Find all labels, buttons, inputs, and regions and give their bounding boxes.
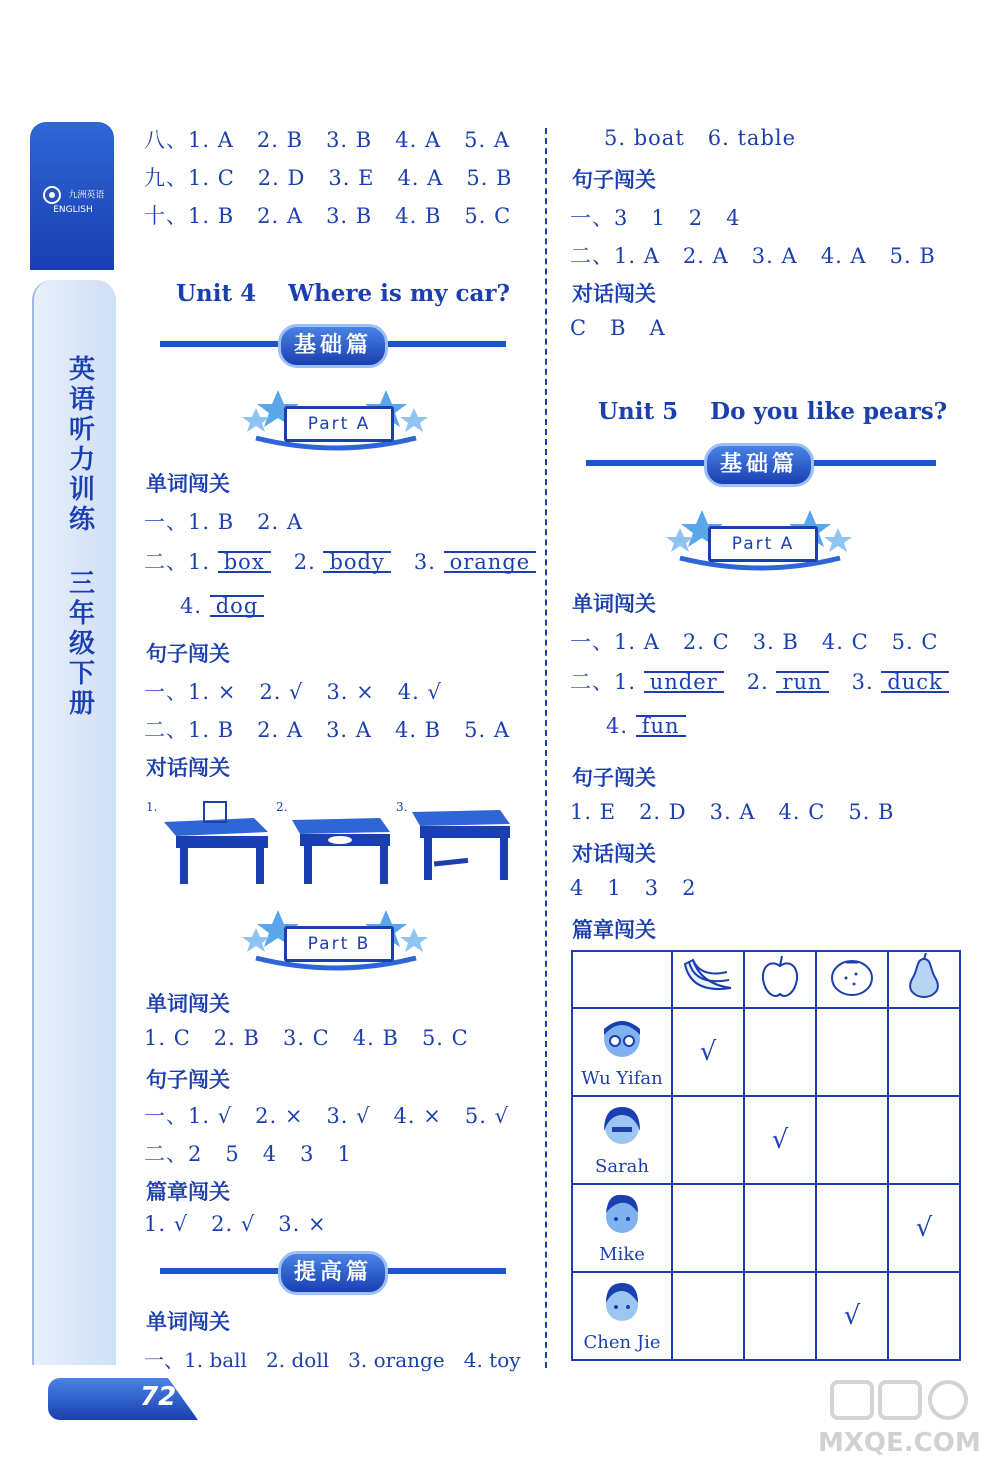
dialogue-heading: 对话闯关 — [146, 756, 230, 780]
table-header-cell — [672, 951, 744, 1008]
mark-cell — [672, 1272, 744, 1360]
word-heading: 单词闯关 — [572, 592, 656, 616]
mark-cell — [888, 1272, 960, 1360]
word-fill-line-r2 — [606, 714, 686, 738]
sentence-heading: 句子闯关 — [572, 168, 656, 192]
pear-icon — [904, 953, 944, 999]
passage-heading: 篇章闯关 — [572, 918, 656, 942]
word-fill-line-2 — [180, 594, 264, 618]
passage-heading: 篇章闯关 — [146, 1180, 230, 1204]
answer-num: 2. — [746, 670, 769, 694]
apple-icon — [758, 952, 802, 1000]
word-fill-line-r — [570, 666, 949, 696]
dialogue-answers-r2: 4 1 3 2 — [570, 876, 697, 900]
logo-swirl-icon — [42, 185, 66, 205]
answer-run: run — [776, 671, 828, 693]
girl-avatar — [600, 1103, 644, 1151]
title-char: 听 — [68, 415, 95, 445]
answer-body: body — [323, 551, 390, 573]
passage-answers: 1. √ 2. √ 3. × — [144, 1212, 327, 1236]
sidebar-title — [62, 355, 102, 719]
person-name: Mike — [599, 1244, 645, 1265]
mark-cell: √ — [888, 1184, 960, 1272]
answer-duck: duck — [881, 671, 948, 693]
title-char: 练 — [68, 505, 95, 535]
orange-icon — [828, 954, 876, 998]
person-name: Sarah — [595, 1156, 649, 1177]
answer-num: 2. — [293, 550, 316, 574]
answer-box: box — [218, 551, 271, 573]
desk-num: 2. — [276, 800, 288, 814]
watermark-text: MXQE.COM — [818, 1428, 981, 1458]
fruit-preference-table — [571, 950, 961, 1361]
mark-cell — [888, 1096, 960, 1184]
word-answers-1: 一、1. B 2. A — [144, 510, 304, 534]
right-top-line: 5. boat 6. table — [604, 126, 797, 150]
part-b-label: Part B — [284, 926, 394, 962]
person-cell — [572, 1184, 672, 1272]
word-answers-3: 一、1. ball 2. doll 3. orange 4. toy — [144, 1348, 521, 1372]
sentence-answers-4: 二、2 5 4 3 1 — [144, 1142, 352, 1166]
answer-line-10: 十、1. B 2. A 3. B 4. B 5. C — [144, 204, 512, 228]
mark-cell: √ — [672, 1008, 744, 1096]
word-heading: 单词闯关 — [146, 992, 230, 1016]
answer-orange: orange — [444, 551, 537, 573]
sentence-answers-r2: 二、1. A 2. A 3. A 4. A 5. B — [570, 244, 936, 268]
answer-num: 4. — [606, 714, 629, 738]
person-name: Chen Jie — [583, 1332, 661, 1353]
word-heading: 单词闯关 — [146, 1310, 230, 1334]
word-fill-prefix: 二、1. — [570, 670, 637, 694]
part-a-badge-right — [660, 508, 860, 578]
answer-num: 3. — [851, 670, 874, 694]
boy-glasses-avatar — [600, 1015, 644, 1063]
sentence-answers-2: 二、1. B 2. A 3. A 4. B 5. A — [144, 718, 511, 742]
title-char: 力 — [68, 445, 95, 475]
table-header-row — [572, 951, 960, 1008]
desk-with-car-icon — [288, 792, 392, 888]
mark-cell — [672, 1184, 744, 1272]
table-header-cell — [816, 951, 888, 1008]
part-a-label: Part A — [284, 406, 394, 442]
answer-under: under — [644, 671, 724, 693]
word-heading: 单词闯关 — [146, 472, 230, 496]
desk-num: 1. — [146, 800, 158, 814]
mark-cell — [816, 1096, 888, 1184]
mark-cell — [816, 1184, 888, 1272]
part-a-label-right: Part A — [708, 526, 818, 562]
person-cell — [572, 1272, 672, 1360]
column-divider — [545, 128, 547, 1368]
sentence-heading: 句子闯关 — [146, 642, 230, 666]
word-answers-r1: 一、1. A 2. C 3. B 4. C 5. C — [570, 630, 939, 654]
girl-ponytail-avatar — [600, 1279, 644, 1327]
desk-with-pencil-icon — [408, 792, 512, 888]
sentence-answers-3: 一、1. √ 2. × 3. √ 4. × 5. √ — [144, 1104, 509, 1128]
part-a-badge — [236, 388, 436, 458]
sentence-heading: 句子闯关 — [146, 1068, 230, 1092]
table-header-cell — [744, 951, 816, 1008]
title-char: 训 — [68, 475, 95, 505]
person-name: Wu Yifan — [581, 1068, 663, 1089]
answer-num: 4. — [180, 594, 203, 618]
table-row — [572, 1096, 960, 1184]
title-char: 年 — [68, 599, 95, 629]
title-char: 三 — [68, 569, 95, 599]
sentence-heading: 句子闯关 — [572, 766, 656, 790]
table-corner-cell — [572, 951, 672, 1008]
banana-icon — [681, 954, 735, 998]
word-answers-2: 1. C 2. B 3. C 4. B 5. C — [144, 1026, 469, 1050]
mark-cell — [744, 1184, 816, 1272]
table-row — [572, 1184, 960, 1272]
dialogue-heading: 对话闯关 — [572, 282, 656, 306]
unit5-title: Unit 5 Do you like pears? — [598, 398, 948, 425]
logo-text: 九洲英语 ENGLISH — [53, 190, 105, 215]
mark-cell — [888, 1008, 960, 1096]
table-row — [572, 1008, 960, 1096]
watermark-logo — [830, 1378, 980, 1422]
sentence-answers-r1: 一、3 1 2 4 — [570, 206, 741, 230]
answer-fun: fun — [636, 715, 686, 737]
title-char: 语 — [68, 385, 95, 415]
mark-cell — [744, 1272, 816, 1360]
answer-num: 3. — [413, 550, 436, 574]
mark-cell — [816, 1008, 888, 1096]
word-fill-line — [144, 546, 536, 576]
basic-section-label-right: 基础篇 — [704, 443, 814, 487]
title-char: 下 — [68, 659, 95, 689]
boy-avatar — [600, 1191, 644, 1239]
title-char: 册 — [68, 689, 95, 719]
person-cell — [572, 1096, 672, 1184]
unit4-title: Unit 4 Where is my car? — [176, 280, 511, 307]
dialogue-answers-r1: C B A — [570, 316, 666, 340]
watermark-icon — [830, 1378, 970, 1422]
mark-cell — [744, 1008, 816, 1096]
table-header-cell — [888, 951, 960, 1008]
basic-section-label: 基础篇 — [278, 324, 388, 368]
person-cell — [572, 1008, 672, 1096]
title-char: 英 — [68, 355, 95, 385]
answer-line-8: 八、1. A 2. B 3. B 4. A 5. A — [144, 128, 511, 152]
mark-cell — [672, 1096, 744, 1184]
answer-line-9: 九、1. C 2. D 3. E 4. A 5. B — [144, 166, 513, 190]
publisher-logo — [34, 185, 112, 215]
desk-with-box-icon — [158, 792, 270, 888]
dialogue-heading: 对话闯关 — [572, 842, 656, 866]
page-number: 72 — [140, 1382, 177, 1412]
sentence-answers-1: 一、1. × 2. √ 3. × 4. √ — [144, 680, 442, 704]
mark-cell: √ — [816, 1272, 888, 1360]
sentence-answers-r3: 1. E 2. D 3. A 4. C 5. B — [570, 800, 895, 824]
mark-cell: √ — [744, 1096, 816, 1184]
part-b-badge — [236, 908, 436, 978]
title-char: 级 — [68, 629, 95, 659]
table-row — [572, 1272, 960, 1360]
advanced-section-label: 提高篇 — [278, 1251, 388, 1295]
answer-dog: dog — [210, 595, 265, 617]
desk-num: 3. — [396, 800, 408, 814]
word-fill-prefix: 二、1. — [144, 550, 211, 574]
